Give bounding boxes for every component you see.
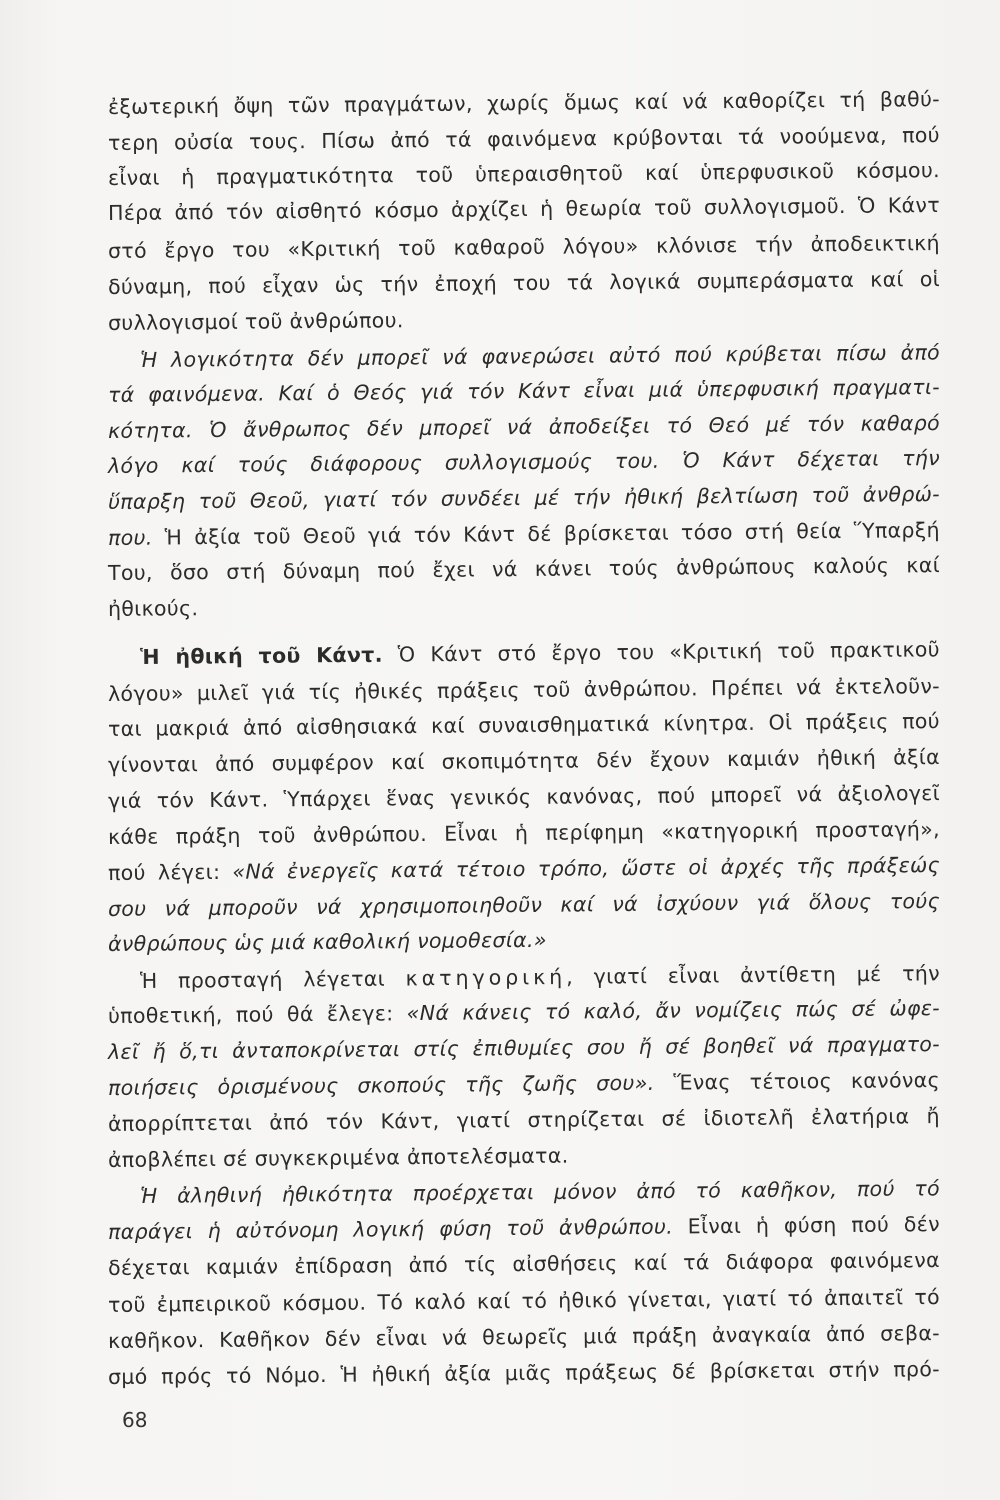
text-segment: , γιατί εἶναι ἀντίθετη μέ τήν [566,961,941,989]
text-segment: εἶναι ἡ πραγματικότητα τοῦ ὑπεραισθητοῦ καί ὑπερφυσικοῦ κόσμου. [107,158,941,190]
text-segment: κότητα. Ὁ ἄνθρωπος δέν μπορεῖ νά ἀποδείξει τό Θεό μέ τόν καθαρό [107,411,941,443]
text-segment: ἀνθρώπους ὡς μιά καθολική νομοθεσία.» [107,927,547,956]
text-segment: ὕπαρξη τοῦ Θεοῦ, γιατί τόν συνδέει μέ τήν ἠθική βελτίωση τοῦ ἀνθρώ- [107,482,941,514]
text-line [108,1209,940,1247]
text-line [108,515,940,553]
text-segment: σμό πρός τό Νόμο. Ἡ ἠθική ἀξία μιᾶς πράξεως δέ βρίσκεται στήν πρό- [107,1357,941,1389]
text-segment: γιά τόν Κάντ. Ὑπάρχει ἕνας γενικός κανόνας, πού μπορεῖ νά ἀξιολογεῖ [107,781,941,813]
text-segment: που. [107,525,153,550]
text-line [108,155,940,193]
text-segment: ἀποβλέπει σέ συγκεκριμένα ἀποτελέσματα. [107,1143,569,1172]
text-line [108,742,940,780]
text-segment: ται μακριά ἀπό αἰσθησιακά καί συναισθηματικά κίνητρα. Οἱ πράξεις πού [107,709,941,741]
text-line [108,1354,940,1392]
section-heading: Ἡ ἠθική τοῦ Κάντ. [139,642,383,669]
text-segment: «Νά ἐνεργεῖς κατά τέτοιο τρόπο, ὥστε οἱ ἀρχές τῆς πράξεώς [232,853,941,884]
text-segment: ἀπορρίπτεται ἀπό τόν Κάντ, γιατί στηρίζεται σέ ἰδιοτελῆ ἐλατήρια ἤ [107,1104,941,1136]
text-segment: καθῆκον. Καθῆκον δέν εἶναι νά θεωρεῖς μιά πράξη ἀναγκαία ἀπό σεβα- [107,1321,941,1353]
text-line [108,993,940,1031]
text-segment: τερη οὐσία τους. Πίσω ἀπό τά φαινόμενα κρύβονται τά νοούμενα, πού [107,123,941,155]
text-line [108,300,940,338]
text-segment: στό ἔργο του «Κριτική τοῦ καθαροῦ λόγου» κλόνισε τήν ἀποδεικτική [107,231,941,263]
text-line [108,408,940,446]
text-segment: δέχεται καμιάν ἐπίδραση ἀπό τίς αἰσθήσεις καί τά διάφορα φαινόμενα [107,1248,941,1280]
page-number: 68 [122,1408,148,1432]
text-segment: ἠθικούς. [107,596,199,621]
text-line [140,634,940,672]
text-line [108,1101,940,1139]
text-segment: γίνονται ἀπό συμφέρον καί σκοπιμότητα δέν ἔχουν καμιάν ἠθική ἀξία [107,745,941,777]
text-line [108,372,940,410]
text-line [108,550,940,588]
text-segment: «Νά κάνεις τό καλό, ἄν νομίζεις πώς σέ ὠφε- [406,996,941,1026]
text-line [140,958,940,996]
text-line [108,1137,940,1175]
text-line [108,886,940,924]
text-line [108,84,940,122]
text-line [108,443,940,481]
text-line [108,586,940,624]
text-line [140,337,940,375]
text-line [108,778,940,816]
text-segment: παράγει ἡ αὐτόνομη λογική φύση τοῦ ἀνθρώπου. [107,1214,674,1244]
text-segment: Ἡ λογικότητα δέν μπορεῖ νά φανερώσει αὐτό πού κρύβεται πίσω ἀπό [139,340,941,372]
text-line [108,921,940,959]
text-segment: λόγο καί τούς διάφορους συλλογισμούς του. Ὁ Κάντ δέχεται τήν [107,446,941,478]
text-segment: κατηγορική [405,964,567,991]
text-line [108,120,940,158]
text-segment: τοῦ ἐμπειρικοῦ κόσμου. Τό καλό καί τό ἠθικό γίνεται, γιατί τό ἀπαιτεῖ τό [107,1285,941,1317]
text-segment: πού λέγει: [107,859,233,885]
text-segment: Ἕνας τέτοιος κανόνας [654,1068,941,1095]
text-segment: λεῖ ἤ ὅ,τι ἀνταποκρίνεται στίς ἐπιθυμίες σου ἤ σέ βοηθεῖ νά πραγματο- [107,1032,941,1064]
text-line [108,671,940,709]
text-segment: ὑποθετική, πού θά ἔλεγε: [107,1001,407,1028]
text-segment: ἐξωτερική ὄψη τῶν πραγμάτων, χωρίς ὅμως καί νά καθορίζει τή βαθύ- [107,87,941,119]
text-segment: δύναμη, πού εἶχαν ὡς τήν ἐποχή του τά λογικά συμπεράσματα καί οἱ [107,267,941,299]
text-line [108,1318,940,1356]
text-line [108,228,940,266]
text-line [108,1065,940,1103]
text-line [108,264,940,302]
text-segment: Ἡ ἀξία τοῦ Θεοῦ γιά τόν Κάντ δέ βρίσκεται τόσο στή θεία Ὕπαρξή [152,518,941,550]
text-line [108,479,940,517]
text-segment: Ἡ ἀληθινή ἠθικότητα προέρχεται μόνον ἀπό τό καθῆκον, πού τό [139,1176,941,1208]
text-segment: Εἶναι ἡ φύση πού δέν [672,1212,941,1239]
text-segment: Ὁ Κάντ στό ἔργο του «Κριτική τοῦ πρακτικοῦ [382,637,941,667]
text-line [108,1245,940,1283]
text-segment: λόγου» μιλεῖ γιά τίς ἠθικές πράξεις τοῦ ἀνθρώπου. Πρέπει νά ἐκτελοῦν- [107,674,941,706]
text-line [108,814,940,852]
text-segment: τά φαινόμενα. Καί ὁ Θεός γιά τόν Κάντ εἶναι μιά ὑπερφυσική πραγματι- [107,375,941,407]
text-line [108,1282,940,1320]
text-line [108,706,940,744]
text-segment: Του, ὅσο στή δύναμη πού ἔχει νά κάνει τούς ἀνθρώπους καλούς καί [107,553,941,585]
text-line [108,190,940,228]
text-segment: κάθε πράξη τοῦ ἀνθρώπου. Εἶναι ἡ περίφημη «κατηγορική προσταγή», [107,817,941,849]
text-line [108,850,940,888]
text-line [140,1173,940,1211]
text-segment: ποιήσεις ὁρισμένους σκοπούς τῆς ζωῆς σου». [107,1070,655,1100]
text-segment: Πέρα ἀπό τόν αἰσθητό κόσμο ἀρχίζει ἡ θεωρία τοῦ συλλογισμοῦ. Ὁ Κάντ [107,193,941,225]
text-segment: Ἡ προσταγή λέγεται [139,966,406,993]
text-segment: συλλογισμοί τοῦ ἀνθρώπου. [107,308,404,335]
text-line [108,1029,940,1067]
text-segment: σου νά μποροῦν νά χρησιμοποιηθοῦν καί νά ἰσχύουν γιά ὅλους τούς [107,889,941,921]
